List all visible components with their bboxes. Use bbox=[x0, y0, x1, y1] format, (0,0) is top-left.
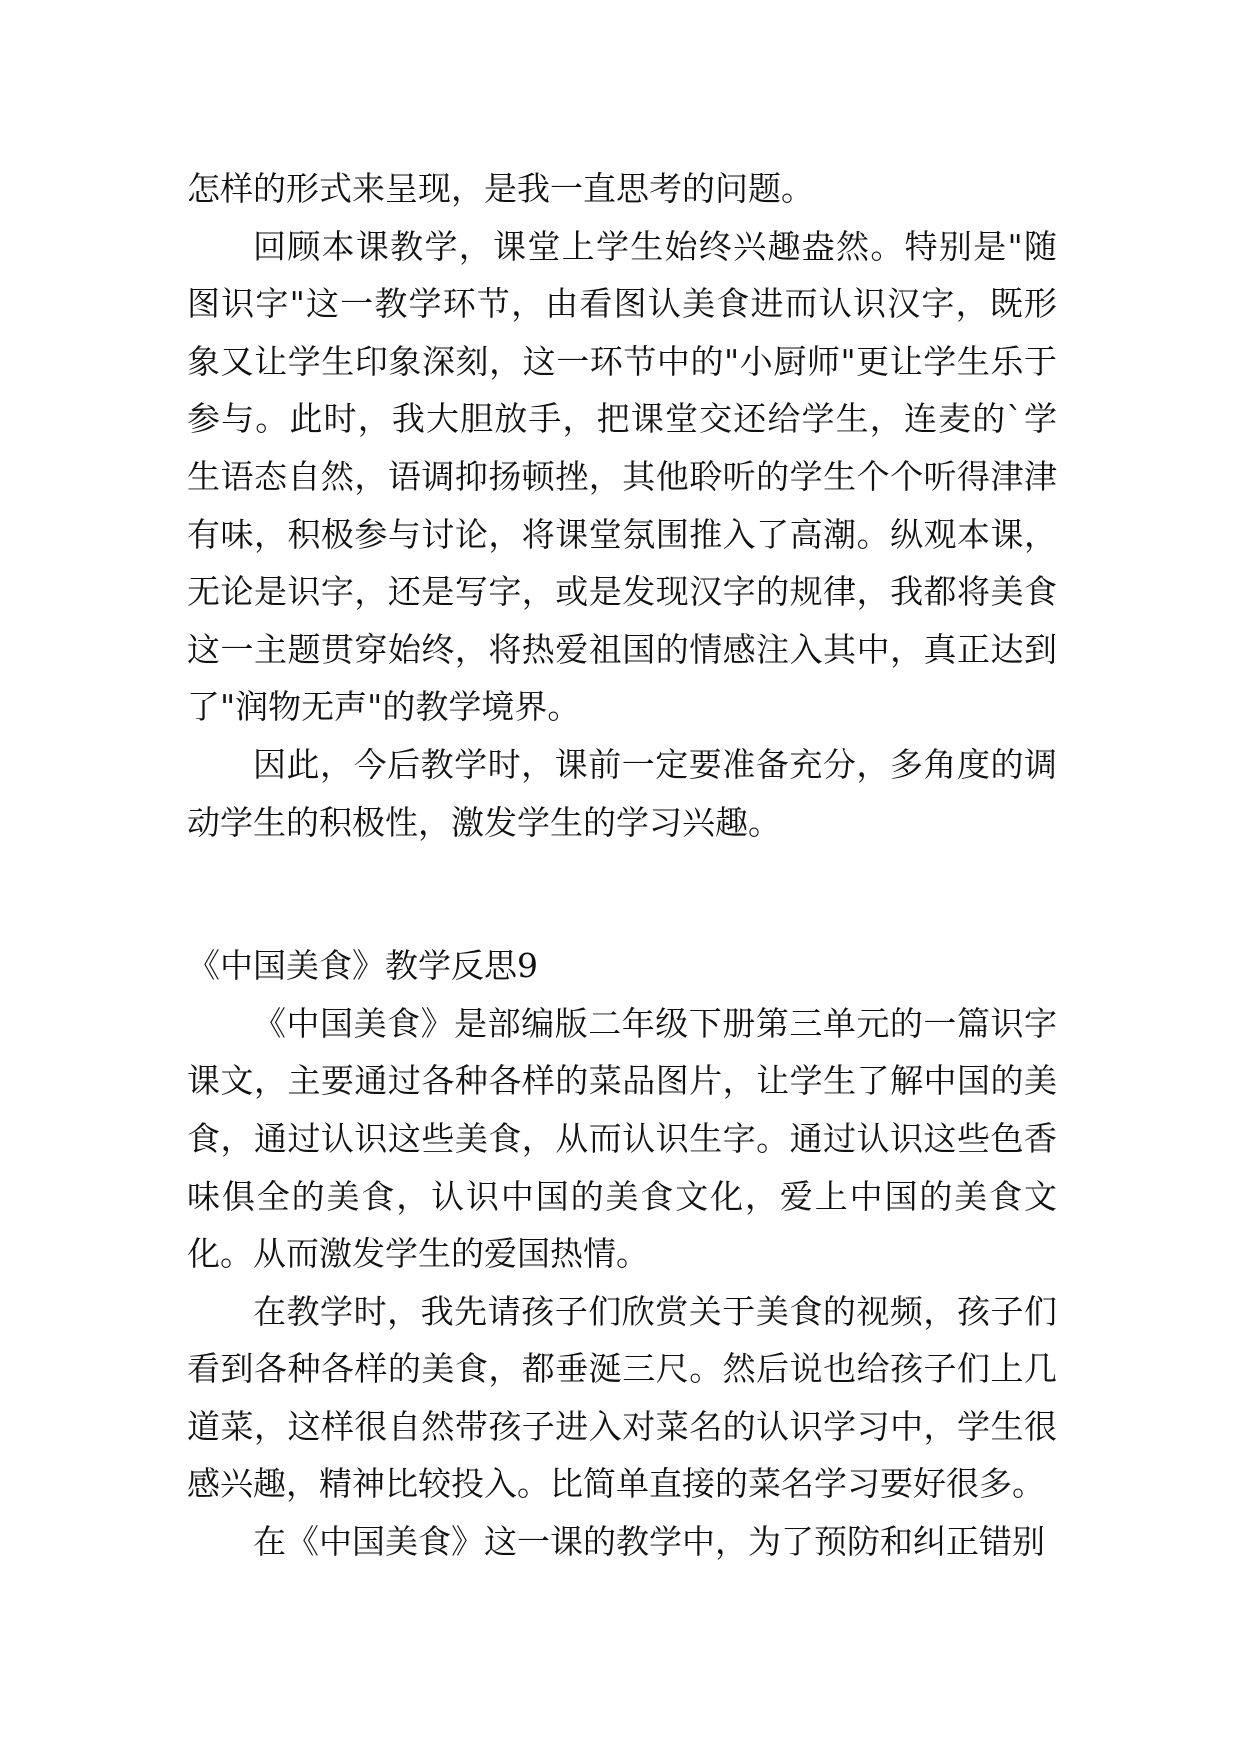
section-title: 《中国美食》教学反思9 bbox=[187, 946, 538, 986]
paragraph: 在《中国美食》这一课的教学中，为了预防和纠正错别 bbox=[253, 1522, 1045, 1562]
document-body bbox=[187, 160, 1057, 1571]
paragraph: 因此，今后教学时，课前一定要准备充分，多角度的调动学生的积极性，激发学生的学习兴趣。 bbox=[187, 744, 1057, 842]
paragraph: 在教学时，我先请孩子们欣赏关于美食的视频，孩子们看到各种各样的美食，都垂涎三尺。然后说也给孩子们上几道菜，这样很自然带孩子进入对菜名的认识学习中，学生很感兴趣，精神比较投入。比简单直接的菜名学习要好很多。 bbox=[187, 1291, 1057, 1504]
paragraph: 回顾本课教学，课堂上学生始终兴趣盎然。特别是"随图识字"这一教学环节，由看图认美食进而认识汉字，既形象又让学生印象深刻，这一环节中的"小厨师"更让学生乐于参与。此时，我大胆放手，把课堂交还给学生，连麦的`学生语态自然，语调抑扬顿挫，其他聆听的学生个个听得津津有味，积极参与讨论，将课堂氛围推入了高潮。纵观本课，无论是识字，还是写字，或是发现汉字的规律，我都将美食这一主题贯穿始终，将热爱祖国的情感注入其中，真正达到了"润物无声"的教学境界。 bbox=[187, 226, 1057, 727]
paragraph: 《中国美食》是部编版二年级下册第三单元的一篇识字课文，主要通过各种各样的菜品图片，让学生了解中国的美食，通过认识这些美食，从而认识生字。通过认识这些色香味俱全的美食，认识中国的美食文化，爱上中国的美食文化。从而激发学生的爱国热情。 bbox=[187, 1003, 1057, 1274]
section-spacer bbox=[187, 851, 1057, 937]
paragraph: 怎样的形式来呈现，是我一直思考的问题。 bbox=[187, 169, 814, 208]
